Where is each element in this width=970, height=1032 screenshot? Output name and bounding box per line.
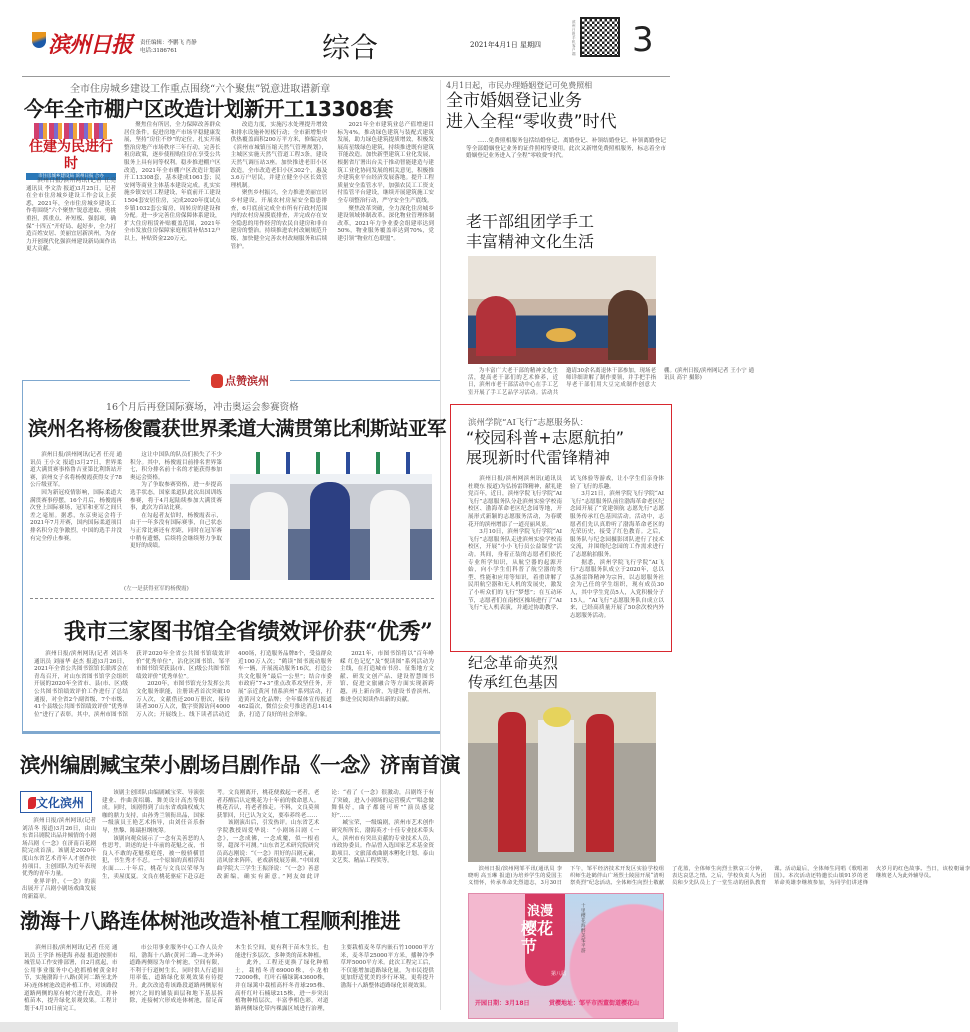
page-number: 3 xyxy=(632,20,654,60)
feature-logo: 点赞滨州 xyxy=(190,370,290,392)
kicker-housing: 全市住房城乡建设工作重点围绕“六个聚焦”锐意进取谱新章 xyxy=(70,84,331,95)
advert-cherry-blossom-festival xyxy=(468,893,664,1019)
masthead xyxy=(0,0,678,78)
photo-caption-cadres: 为丰富广大老干部的精神文化生活，提高老干部们的艺术修养，近日，滨州市老干部活动中心在手工艺室开展了手工艺品学习活动。活动共邀请30余名离退休干部参加，现场老师详细讲解了制作要领，并手把手指导老干部们用大豆完成制作创意大棚。(滨州日报/滨州网记者 王小宁 通讯员 高宇 摄影) xyxy=(468,368,754,396)
masthead-rule xyxy=(22,76,670,77)
kicker-judo: 16个月后再登国际赛场，冲击奥运会参赛资格 xyxy=(106,402,299,413)
article-body-opera: 滨州日报/滨州网讯(记者 刘洁冬 报道)3月26日，由山东省吕剧院出品并倾情的小剧场吕剧《一念》在济南百花剧院完成首演。该剧是2020年度山东省艺术青年人才创作扶持项目，主创团队为近年表现优秀的青年力量。 业界评价，《一念》的演出展开了吕剧小剧场戏曲发展的新篇章。 xyxy=(22,818,96,900)
qr-code-icon xyxy=(580,17,620,57)
kicker-marriage: 4月1日起，市民办理婚姻登记可免费照相 xyxy=(446,81,593,90)
advert-edition: 第八届 xyxy=(551,971,567,977)
advert-title-a: 浪漫 xyxy=(527,904,554,919)
column-logo-sub: 市住房城乡建设局 滨州日报 合办 xyxy=(26,173,116,180)
advert-title-b: 樱花节 xyxy=(521,919,554,956)
footer-band xyxy=(0,1022,678,1032)
article-body-volunteer: 滨州日报/滨州网滨州讯(通讯员 杜晓东 报道)为弘扬雷锋精神，献礼建党百年，近日，滨州学院飞行学院“AI飞行”志愿服务队分赴滨州实验学校南校区、渤海革命老区纪念园等地，开展形式新颖的志愿服务活动，为春暖花开的滨州增添了一道亮丽风景。 3月10日，滨州学院飞行学院“AI飞行”志愿服务队走进滨州实验学校南校区，开展“小小飞行员公益课堂”活动。其间，身着正装的志愿者们依托专业所学知识，从航空器的起源开始，向小学生们科普了航空器的类型、性能和应用等知识，着重讲解了民用航空器和无人机的发展史，激发了小听众们的飞行“梦想”；在互动环节，志愿者们在南校区操场进行了“AI飞行”无人机表演，并通过协助教学、试飞体验等游戏，让小学生们亲身体验了飞行的乐趣。 3月21日，滨州学院飞行学院“AI飞行”志愿服务队前往渤海革命老区纪念园开展了“党建领航 志愿先行”志愿服务传承红色基因活动。活动中，志愿者们先认真聆听了渤海革命老区的光荣历史，接受了红色教育。之后，服务队与纪念园摄影团队进行了技术交流，并围绕纪念园的工作需求进行了志愿航拍服务。 据悉，滨州学院飞行学院“AI飞行”志愿服务队成立于2020年，总以弘扬雷锋精神为宗旨，以志愿服务社会为己任的学生组织，现有成员30人，其中学生党员5人，入党积极分子15人。“AI飞行”志愿服务队自成立以来，已经高质量开展了50余次校内外志愿服务活动。 xyxy=(468,476,664,619)
editor-credit: 责任编辑：李鹏飞 肖静 xyxy=(140,40,197,46)
newspaper-logo: 滨州日报 xyxy=(48,32,133,58)
section-title: 综合 xyxy=(322,31,379,64)
headline-cadres: 老干部组团学手工 丰富精神文化生活 xyxy=(466,212,595,251)
photo-memorial-ceremony xyxy=(468,692,656,862)
dashed-divider xyxy=(30,598,434,599)
article-body-opera-cont: 该剧主创团队由编剧臧宝荣、导演张建业、作曲黄绍璐、舞美设计高杰等组成。同时，该剧得到了山东省戏曲权威大咖的鼎力支持，由孙秀兰领衔出品，国家一级演员王艳艺术指导，由刘任音乐指导，焦黎、陈瑞担纲统筹。 该剧向观众展示了一念有关善恶的人性思考，讲述的是十年前的花魁之夜，书良人不敢的花魁蔡庭莲，被一般骄横冒犯，书生秀才不忍。一个原始的真相浮出水面……十年后，桃花与文良以荣辱为生，卖屋度夏。文良在桃花驱症下赴京赶考。文良刚离开，桃花便救起一老者，老者苏醒后认定桃花为十年前的救命恩人。桃花否认，将老者推走。不料，文良莫须获罪回，只已认为文义，要奉养终老…… 该剧演出后，引发热评。山东省艺术学院教授周爱华说：“小剧场吕剧《一念》，一念成佛，一念成魔，似一根看穿，超深不可测。”山东省艺术研究院研究员高志刚说：“《一念》用好的吕剧元素，清风徐来阵阵，老戏新枝展芳颜。”中国戏曲学院大三学生王振泽说：“《一念》善意改新编，确实有新意。”网友如此评论：“看了《一念》很激动，吕剧终于有了突破，进入小剧场的运营模式”“唱念做舞俱好，曲子都能可听”“演员感觉好”…… 臧宝荣，一级编剧，滨州市艺术创作研究所所长，渤海英才·十佳专业技术带头人，滨州市有突出贡献的专业技术人员，市政协委员。作品曾入选国家艺术基金资助项目、文旅部戏曲剧本孵化计划、泰山文艺奖、精品工程奖等。 xyxy=(102,790,434,880)
headline-martyrs: 纪念革命英烈 传承红色基因 xyxy=(468,654,559,691)
qr-caption: 滨州日报手机客户端 xyxy=(572,20,576,56)
column-logo-title: 住建为民进行时 xyxy=(29,139,113,172)
article-body-martyrs: 滨州日报/滨州网邹平讯(通讯员 李晓明 高玉琳 报道)为培养学生的爱国主义情怀，传承革命先烈遗志，3月30日下午，邹平经济技术开发区实验学校组织师生赴鹤伴山广场烈士陵园开展“清明祭英烈”纪念活动。全体师生向烈士敬献了花篮，全体师生向烈士默哀三分钟，表达哀思之情。之后，学校负责人为团员和少先队员上了一堂生动的团队教育课。活动最后，全体师生同唱《歌唱祖国》。本次活动还特邀长山镇91岁的老革命英雄李继坡参加，为同学们讲述烽火岁月的红色故事。当日，该校朝诵李继坡老人为此外辅导员。 xyxy=(468,866,970,886)
photo-crafts-class xyxy=(468,256,656,364)
city-skyline-icon xyxy=(34,123,108,139)
advert-dates: 开园日期：3月18日 xyxy=(475,1000,530,1007)
article-body-trees: 滨州日报/滨州网讯(记者 任亮 通讯员 王学泽 杨建海 孙磊 报道)按照市城管局工作安排部署，自2月底起，市公用事业服务中心抢抓植树黄金时节，实施渤海十八路(黄河二路至北外环)连体树池改造补植工作，对该路段道路两侧的原有树穴进行改造，并补植苗木，提升绿化景观效果。工程计划于4月10日前完工。 市公用事业服务中心工作人员介绍，渤海十八路(黄河二路—北外环)道路两侧原为单个树池，空间有限，不利于行道树生长，同时供人行道间用率低，道路绿化景观效果有待提升。此次改造将该路段道路两侧原有树穴之间的铺装面层和地下基层拆除，连接树穴形成连体树池，留足苗木生长空间，更有利于苗木生长，也能进行多层次、多种类的苗木种植。 此外，工程还更换了绿化种植土，栽植冬青69000株，小龙柏72000株，红叶石楠绿篱43600株，并在绿篱中栽植高杆冬青球295株、高杆红叶石楠球215株，进一步突出植物种植层次，丰富季相色彩，对道路两侧绿化带内裸露区域进行治理，主要栽植麦冬草内嵌石竹10000平方米，麦冬草25000平方米，播种冷季草坪5000平方米。此次工程完工后，不仅能增加道路绿化量，为市民提供更加舒适优美的步行环境，更将提升渤海十八路整体道路绿化景观效果。 xyxy=(24,945,434,1012)
advert-address: 赏樱地址：邹平市西董街道樱花山 xyxy=(549,1000,640,1007)
column-logo-culture: 文化滨州 xyxy=(20,791,92,813)
headline-marriage: 全市婚姻登记业务 进入全程“零收费”时代 xyxy=(446,91,617,132)
culture-logo-icon xyxy=(28,797,36,809)
headline-volunteer: “校园科普+志愿航拍” 展现新时代雷锋精神 xyxy=(466,428,624,467)
article-body-library: 滨州日报/滨州网讯(记者 刘洁冬 通讯员 刘丽华 赵杰 报道)3月26日，2021年全省公共图书馆馆长联席会在青岛召开，对山东省图书馆学会组织开展的2020年全省市、县(市、区)级公共图书馆绩效评价工作进行了总结通报，对全省2个副省级、7个市级、41个县级公共图书馆绩效评价“优秀单位”进行了表彰。其中，滨州市图书馆获评2020年全省公共图书馆绩效评价“优秀单位”，沾化区图书馆、邹平市图书馆荣获县(市、区)级公共图书馆绩效评价“优秀单位”。 2020年，市图书馆充分发挥公共文化服务职能，注册读者首次突破10万人次，文献借还200万册次，接待读者300万人次，数字资源访问4000万人次；开展线上、线下读者活动近400场，打造服务品牌8个，受益群众近100万人次；“鹤读”图书流动服务车一辆，开展流动服务16次，打造公共文化服务“最后一公里”；结合市委市政府“7+3”重点改革攻坚任务，开展“亲近黄河 情系滨州”系列活动，打造黄河文化品牌；全年媒体宣传报道462篇次，微信公众号推送消息1414条，打造了良好的社会形象。 2021年，市图书馆将以“百年峥嵘 红色记忆”及“悦读图”系列活动为主线，在打造城市书房、征集地方文献、研发文创产品、建设智慧图书馆、促进文旅融合等方面实现新跨越，再上新台阶，为建设书香滨州、推进全民阅读作出新的贡献。 xyxy=(34,651,434,718)
headline-trees: 渤海十八路连体树池改造补植工程顺利推进 xyxy=(20,909,400,933)
article-body-housing-cont: 聚焦住有所居，全力保障改善群众居住条件。促进房地产市场平稳健康发展，坚持“房住不炒”的定位，扎实开展整治房地产市场秩序三年行动，完善长租房政策，逐步使租购住房在享受公共服务上具有同等权利。稳步推进棚户区改造，2021年全市棚户区改造计划新开工13308套，基本建成1061套；民安网等商业主体基本建设完成。扎实实施乡镇安居工程建设，年底前开工建设1504套安居住房，完成2020年度试点乡镇1032套公寓房，周转房的建设和分配。进一步完善住房保障体系建设，扩大住房租赁补贴覆盖范围，2021年全市发放住房保障家庭租赁补贴512户以上，补贴资金220万元。 改造力度，实施污水处理提升增效和排水设施补短板行动；全市新增集中供热覆盖面积200万平方米，修编完成《滨州市城镇压缩天然气管理规划》，主城区实施天然气管道工程3条，建设天然气调压站3座。加快推进老旧小区改造，全市改造老旧小区302个，惠及3.6万户居民，并建立健全小区长效管理机制。 聚焦乡村振兴，全力推进美丽宜居乡村建设。开展农村房屋安全隐患排查，6月底前完成全市所有行政村范围内的农村房屋摸底排查，并完成存在安全隐患的用作经营的农民自建房和非自建房的整治。持续推进农村改厕规范升级，加快健全完善农村改厕服务和后续管护。 2021年全市建筑业总产值增速目标为4%。推动绿色建筑与装配式建筑发展，助力绿色建筑提质增效，积极发展高星级绿色建筑，持续推进既有建筑节能改造。加快新型建筑工业化发展，根据省厅署出台关于推动智能建造与建筑工业化协同发展的相关意见，积极推介建筑业平台经济发展落地。提升工程质量安全监管水平，加强农民工工资支付监管平台建设，继续开展建筑施工安全专项整治行动，严守安全生产底线。 聚焦改革突破，全力深化住房城乡建设领域体制改革。深化物业管理体制改革，2021年力争业委会组建率达到50%，物业服务覆盖率达到70%，党建引领“物业红色联盟”。 xyxy=(124,122,434,250)
kicker-volunteer: 滨州学院“AI飞行”志愿服务队： xyxy=(468,418,589,428)
thumbs-up-icon xyxy=(211,374,223,388)
headline-housing: 今年全市棚户区改造计划新开工13308套 xyxy=(24,97,393,121)
headline-judo: 滨州名将杨俊霞获世界柔道大满贯第比利斯站亚军 xyxy=(28,417,447,440)
advert-tagline: 十里樱花海 醉美邹平游 xyxy=(581,904,586,954)
column-logo-housing xyxy=(26,123,116,179)
headline-opera: 滨州编剧臧宝荣小剧场吕剧作品《一念》济南首演 xyxy=(20,753,460,777)
logo-swoosh-icon xyxy=(32,32,46,48)
article-body-marriage: ……免费照相服务包括结婚登记、离婚登记、补领结婚登记、补领离婚登记等全部婚姻登记业务的证件照相等费用。此次又新增免费照相服务，标志着全市婚姻登记业务进入了全程“零收费”时代。 xyxy=(466,138,666,160)
issue-date: 2021年4月1日 星期四 xyxy=(470,41,541,49)
photo-caption-judo: (左一是获得亚军的杨俊霞) xyxy=(124,586,189,592)
editor-phone: 电话:3186761 xyxy=(140,48,178,54)
photo-judo-podium xyxy=(230,452,432,580)
article-body-judo: 滨州日报/滨州网讯(记者 任亮 通讯员 王小文 报道)3月27日，世界柔道大满贯赛事格鲁吉亚第比利斯站开赛，滨州女子名将杨俊霞获得女子78公斤级亚军。 因为新冠疫情影响，国际柔道大满贯赛事停摆，16个月后，杨俊霞再次登上国际赛场，冠军和亚军之间只差之毫厘。据悉，东京奥运会将于2021年7月开赛，国内国际柔道项目排名积分竞争激烈，中国的选手并没有完全停止参赛。 这让中国队的队员们损失了不少积分。其中，杨俊霞目前排名世界第七，积分排名前十名的才能获得参加奥运会资格。 为了争取参赛资格，进一步提高选手状态，国家柔道队此次出国训练参赛，将于4月起陆续参加大满贯赛事，此次为首站比赛。 在勾起者友信时，杨俊霞表示，由于一年多没有国际赛事，自己状态与正常比赛还有差距，同时在冠军赛中稍有遗憾，后续将会继续努力争取更好的成绩。 xyxy=(30,452,222,550)
column-divider xyxy=(440,80,441,1010)
article-body-housing: 滨州日报/滨州网讯(记者 任亮 通讯员 李文浩 报道)3月25日，记者在全市住房城乡建设工作会议上获悉，2021年，全市住房城乡建设工作将围绕“六个聚焦”锐意进取、勇挑重担，抓重点、补短板、强弱项，确保“十四五”开好局、起好步，全力打造百姓安居、美丽宜居新滨州，为奋力开创现代化强滨州建设新局面作出更大贡献。 xyxy=(26,178,116,253)
headline-library: 我市三家图书馆全省绩效评价获“优秀” xyxy=(64,619,433,645)
